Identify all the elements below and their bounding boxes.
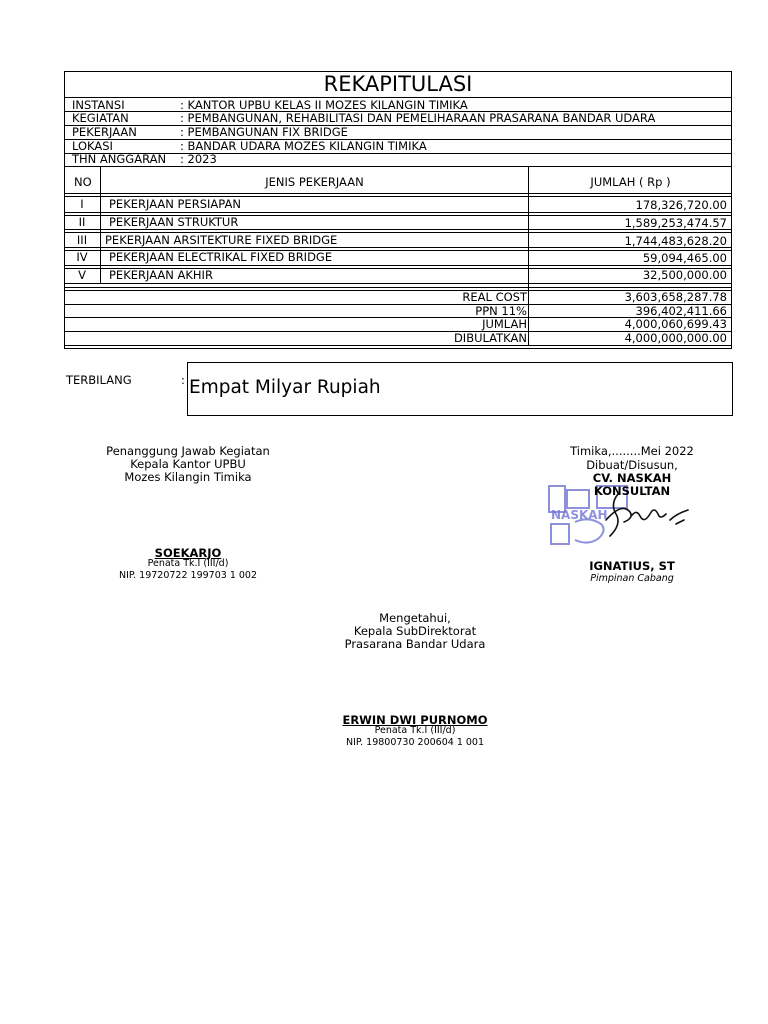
divider	[65, 212, 732, 213]
row-number: II	[78, 215, 86, 229]
company-name: KONSULTAN	[593, 484, 671, 498]
divider	[65, 287, 732, 288]
total-label-jumlah: JUMLAH	[482, 317, 527, 331]
row-amount: 59,094,465.00	[642, 251, 727, 265]
column-header-jumlah: JUMLAH ( Rp )	[590, 175, 671, 189]
total-amount-ppn: 396,402,411.66	[635, 304, 727, 318]
total-amount-jumlah: 4,000,060,699.43	[624, 317, 727, 331]
center-signatory-nip: NIP. 19800730 200604 1 001	[345, 737, 485, 748]
total-amount-real-cost: 3,603,658,287.78	[624, 290, 727, 304]
row-work-name: PEKERJAAN AKHIR	[109, 268, 213, 282]
stamp-text: NASKAH	[551, 508, 608, 522]
place-date: Timika,........Mei 2022	[570, 444, 694, 458]
center-signatory-rank: Penata Tk.I (III/d)	[374, 725, 456, 736]
column-header-jenis-pekerjaan: JENIS PEKERJAAN	[265, 175, 364, 189]
row-number: IV	[76, 250, 88, 264]
info-value: : 2023	[180, 152, 217, 166]
total-label-real-cost: REAL COST	[462, 290, 527, 304]
terbilang-colon: :	[181, 373, 185, 387]
info-row-pekerjaan	[72, 125, 722, 139]
info-value: : PEMBANGUNAN FIX BRIDGE	[180, 125, 348, 139]
column-header-no: NO	[74, 175, 92, 189]
divider	[65, 283, 732, 284]
row-amount: 178,326,720.00	[635, 198, 727, 212]
info-label: LOKASI	[72, 139, 113, 153]
row-number: I	[80, 197, 84, 211]
left-signatory-name: SOEKARJO	[154, 546, 222, 560]
right-signatory-title: Dibuat/Disusun,	[586, 458, 678, 472]
info-label: KEGIATAN	[72, 111, 129, 125]
terbilang-value: Empat Milyar Rupiah	[189, 377, 381, 398]
row-number: V	[78, 268, 86, 282]
row-number: III	[76, 233, 88, 247]
row-work-name: PEKERJAAN PERSIAPAN	[109, 197, 241, 211]
divider	[65, 345, 732, 346]
row-amount: 1,589,253,474.57	[624, 216, 727, 230]
left-signatory-title: Mozes Kilangin Timika	[124, 470, 252, 484]
info-label: PEKERJAAN	[72, 125, 137, 139]
page-title: REKAPITULASI	[323, 72, 473, 96]
divider	[65, 193, 732, 194]
row-work-name: PEKERJAAN ARSITEKTURE FIXED BRIDGE	[105, 233, 338, 247]
info-label: THN ANGGARAN	[72, 152, 167, 166]
info-value: : BANDAR UDARA MOZES KILANGIN TIMIKA	[180, 139, 427, 153]
info-label: INSTANSI	[72, 98, 125, 112]
divider	[65, 265, 732, 266]
left-signatory-rank: Penata Tk.I (III/d)	[147, 558, 229, 569]
center-signatory-title: Kepala SubDirektorat	[353, 624, 477, 638]
row-amount: 1,744,483,628.20	[624, 234, 727, 248]
right-signatory-position: Pimpinan Cabang	[590, 573, 674, 584]
info-value: : PEMBANGUNAN, REHABILITASI DAN PEMELIHARAAN PRASARANA BANDAR UDARA	[180, 111, 656, 125]
info-row-tahun-anggaran	[72, 152, 722, 166]
left-signatory-title: Penanggung Jawab Kegiatan	[106, 444, 270, 458]
signature-icon	[588, 490, 692, 540]
total-label-ppn: PPN 11%	[475, 304, 527, 318]
center-signatory-name: ERWIN DWI PURNOMO	[342, 713, 488, 727]
terbilang-label: TERBILANG	[66, 373, 132, 387]
total-amount-dibulatkan: 4,000,000,000.00	[624, 331, 727, 345]
center-signatory-title: Mengetahui,	[379, 611, 451, 625]
info-row-lokasi	[72, 139, 722, 153]
total-label-dibulatkan: DIBULATKAN	[453, 331, 527, 345]
info-row-kegiatan	[72, 111, 722, 125]
info-value: : KANTOR UPBU KELAS II MOZES KILANGIN TIMIKA	[180, 98, 468, 112]
left-signatory-nip: NIP. 19720722 199703 1 002	[118, 570, 258, 581]
center-signatory-title: Prasarana Bandar Udara	[344, 637, 486, 651]
right-signatory-name: IGNATIUS, ST	[589, 559, 675, 573]
company-name: CV. NASKAH	[592, 471, 672, 485]
row-work-name: PEKERJAAN STRUKTUR	[109, 215, 239, 229]
divider	[65, 166, 732, 167]
row-work-name: PEKERJAAN ELECTRIKAL FIXED BRIDGE	[109, 250, 333, 264]
row-amount: 32,500,000.00	[642, 268, 727, 282]
info-row-instansi	[72, 98, 722, 112]
column-divider	[528, 166, 529, 345]
left-signatory-title: Kepala Kantor UPBU	[130, 457, 246, 471]
